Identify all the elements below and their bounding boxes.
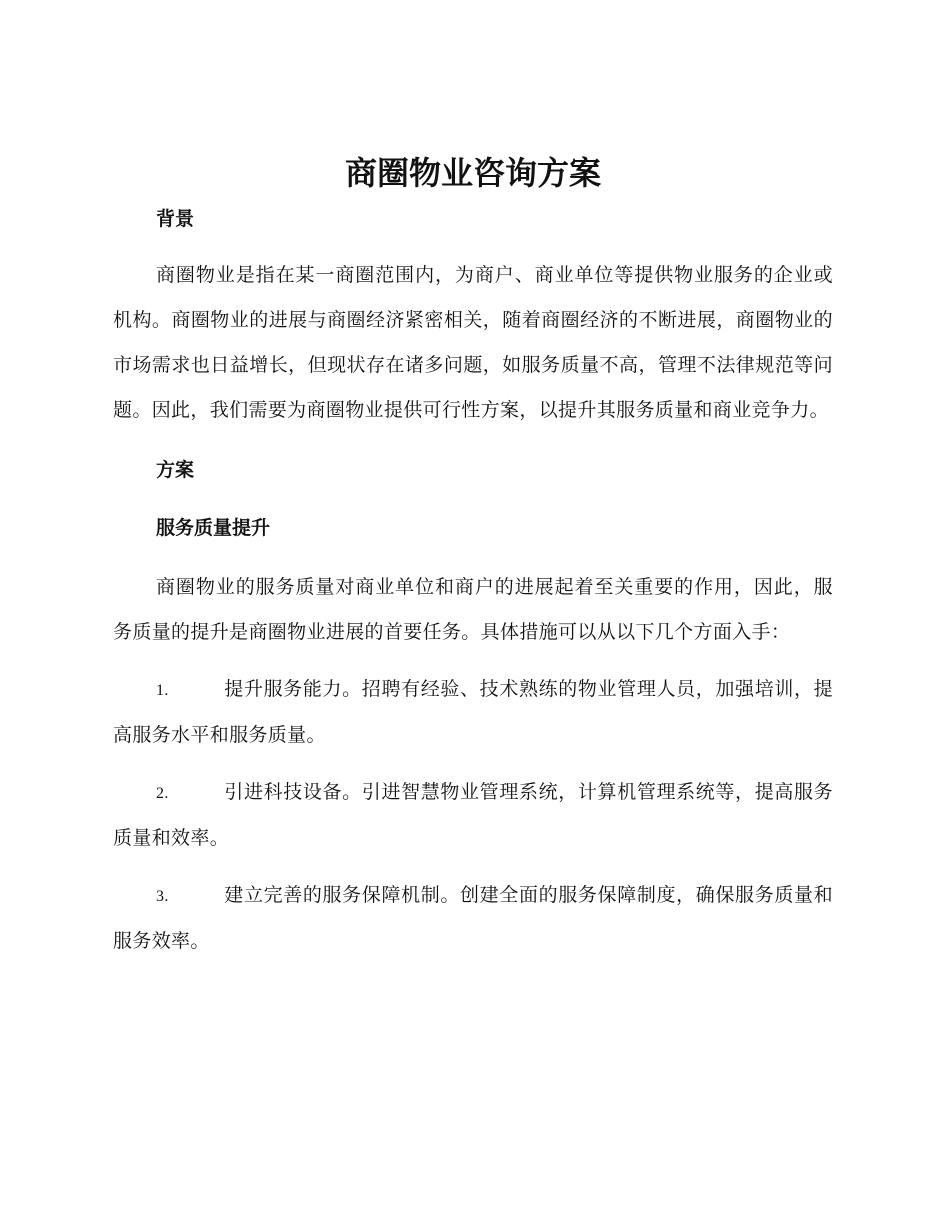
list-item-number: 3.	[156, 888, 169, 905]
service-quality-paragraph: 商圈物业的服务质量对商业单位和商户的进展起着至关重要的作用，因此，服务质量的提升是商圈物业进展的首要任务。具体措施可以从以下几个方面入手：	[113, 576, 833, 643]
list-item-number: 2.	[156, 785, 169, 802]
background-paragraph: 商圈物业是指在某一商圈范围内，为商户、商业单位等提供物业服务的企业或机构。商圈物业的进展与商圈经济紧密相关，随着商圈经济的不断进展，商圈物业的市场需求也日益增长，但现状存在诸多问题，如服务质量不高，管理不法律规范等问题。因此，我们需要为商圈物业提供可行性方案，以提升其服务质量和商业竞争力。	[113, 264, 833, 421]
list-item	[113, 770, 833, 861]
list-item-text: 建立完善的服务保障机制。创建全面的服务保障制度，确保服务质量和服务效率。	[113, 884, 833, 952]
list-item	[113, 873, 833, 964]
section-heading-plan: 方案	[156, 459, 195, 481]
list-item	[113, 667, 833, 758]
list-item-number: 1.	[156, 682, 169, 699]
subsection-heading-service-quality: 服务质量提升	[156, 517, 271, 539]
section-heading-background: 背景	[156, 208, 195, 230]
document-title: 商圈物业咨询方案	[344, 154, 601, 192]
list-item-text: 引进科技设备。引进智慧物业管理系统，计算机管理系统等，提高服务质量和效率。	[113, 781, 833, 849]
list-item-text: 提升服务能力。招聘有经验、技术熟练的物业管理人员，加强培训，提高服务水平和服务质量。	[113, 678, 833, 746]
document-body	[113, 150, 833, 964]
